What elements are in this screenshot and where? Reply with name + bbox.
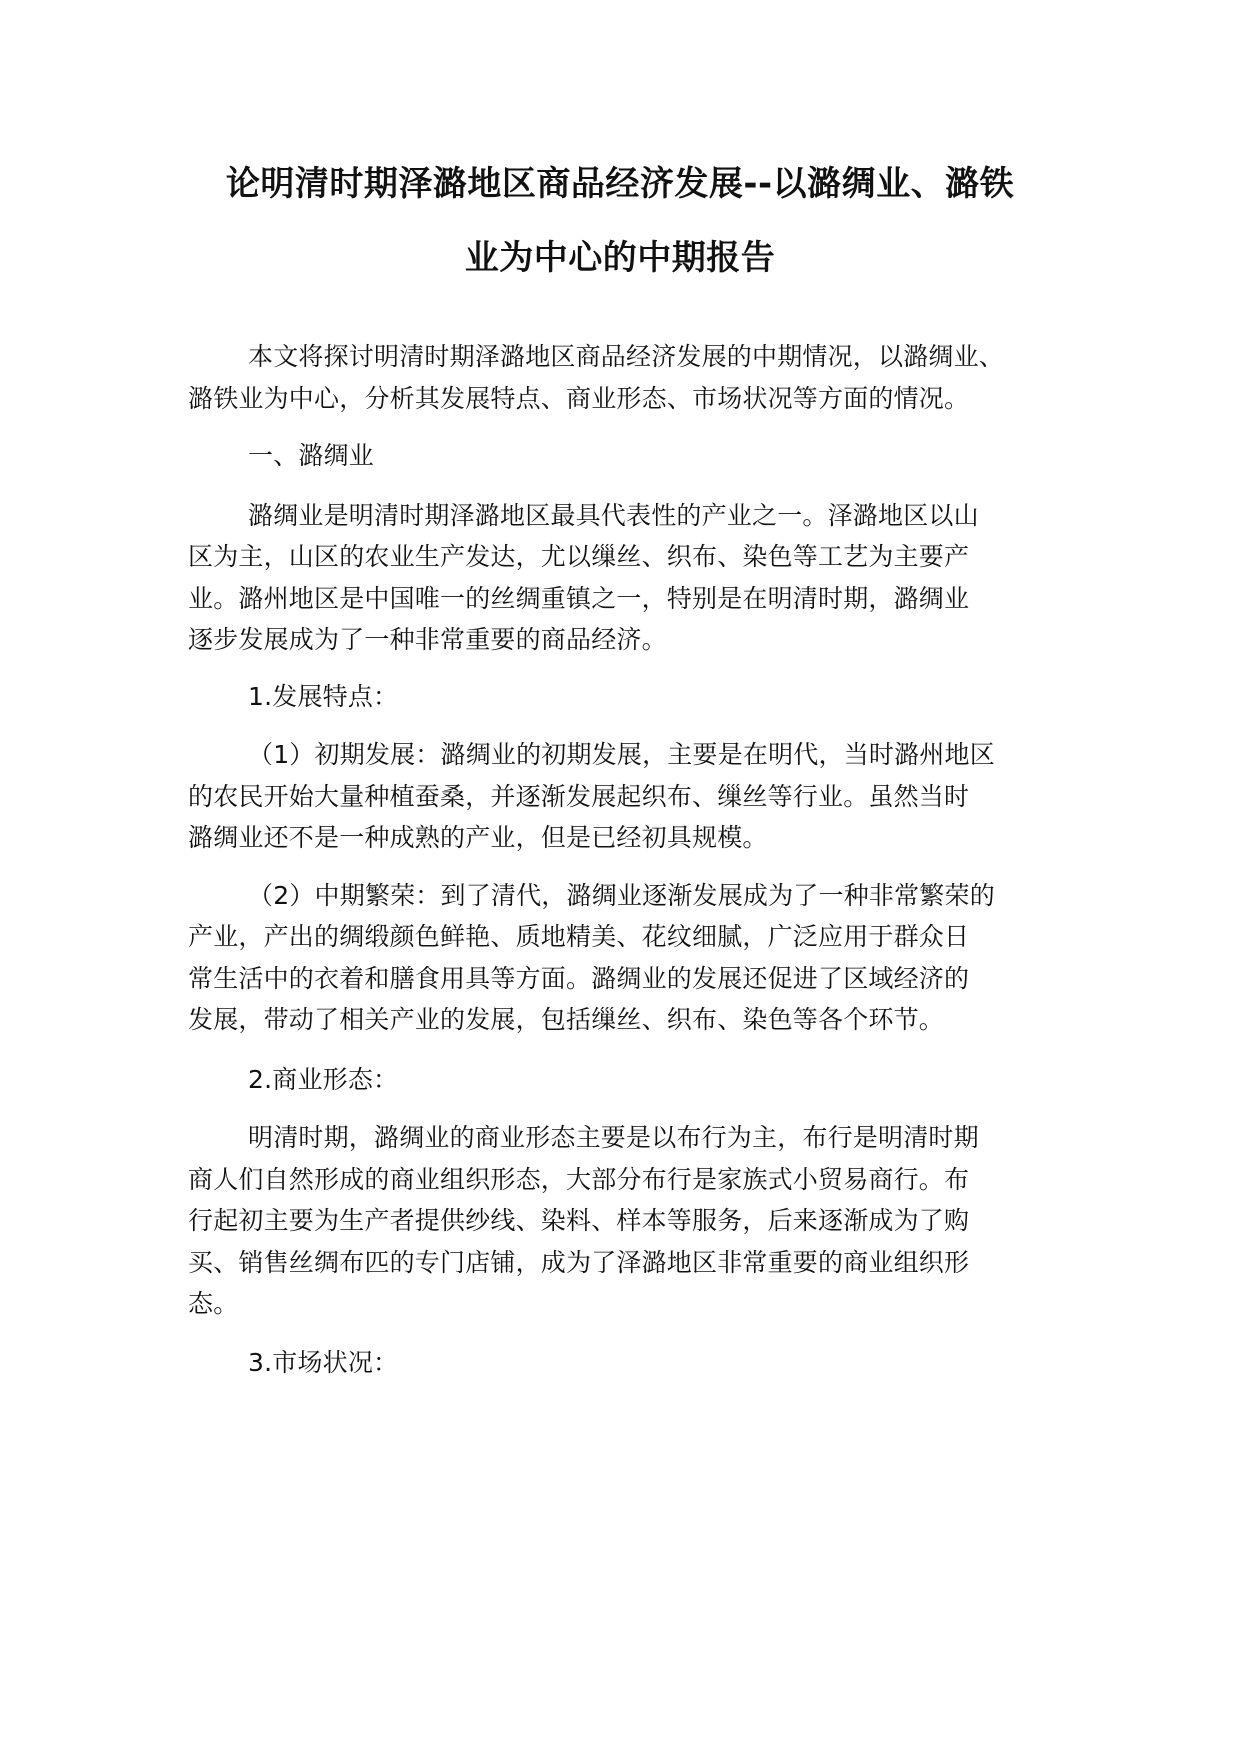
- subheading-development-features: 1.发展特点：: [248, 682, 399, 711]
- early-development-line-3: 潞绸业还不是一种成熟的产业，但是已经初具规模。: [188, 823, 768, 852]
- mid-prosperity-line-3: 常生活中的衣着和膳食用具等方面。潞绸业的发展还促进了区域经济的: [188, 964, 970, 993]
- section-heading-lu-silk: 一、潞绸业: [248, 441, 375, 470]
- business-form-line-4: 买、销售丝绸布匹的专门店铺，成为了泽潞地区非常重要的商业组织形: [188, 1248, 970, 1277]
- subheading-market-status: 3.市场状况：: [248, 1348, 399, 1377]
- intro-paragraph-line-2: 潞铁业为中心，分析其发展特点、商业形态、市场状况等方面的情况。: [188, 384, 970, 413]
- silk-paragraph-line-2: 区为主，山区的农业生产发达，尤以缫丝、织布、染色等工艺为主要产: [188, 542, 970, 571]
- mid-prosperity-line-4: 发展，带动了相关产业的发展，包括缫丝、织布、染色等各个环节。: [188, 1005, 945, 1034]
- early-development-line-1: （1）初期发展：潞绸业的初期发展，主要是在明代，当时潞州地区: [248, 740, 995, 769]
- business-form-line-3: 行起初主要为生产者提供纱线、染料、样本等服务，后来逐渐成为了购: [188, 1206, 970, 1235]
- document-title-line-2: 业为中心的中期报告: [464, 238, 776, 278]
- document-title-line-1: 论明清时期泽潞地区商品经济发展--以潞绸业、潞铁: [225, 164, 1015, 204]
- business-form-line-2: 商人们自然形成的商业组织形态，大部分布行是家族式小贸易商行。布: [188, 1165, 970, 1194]
- business-form-line-5: 态。: [188, 1289, 239, 1318]
- early-development-line-2: 的农民开始大量种植蚕桑，并逐渐发展起织布、缫丝等行业。虽然当时: [188, 782, 970, 811]
- mid-prosperity-line-1: （2）中期繁荣：到了清代，潞绸业逐渐发展成为了一种非常繁荣的: [248, 881, 995, 910]
- mid-prosperity-line-2: 产业，产出的绸缎颜色鲜艳、质地精美、花纹细腻，广泛应用于群众日: [188, 922, 970, 951]
- intro-paragraph-line-1: 本文将探讨明清时期泽潞地区商品经济发展的中期情况，以潞绸业、: [248, 342, 1005, 371]
- silk-paragraph-line-4: 逐步发展成为了一种非常重要的商品经济。: [188, 625, 667, 654]
- business-form-line-1: 明清时期，潞绸业的商业形态主要是以布行为主，布行是明清时期: [248, 1123, 979, 1152]
- silk-paragraph-line-3: 业。潞州地区是中国唯一的丝绸重镇之一，特别是在明清时期，潞绸业: [188, 584, 970, 613]
- subheading-business-form: 2.商业形态：: [248, 1065, 399, 1094]
- silk-paragraph-line-1: 潞绸业是明清时期泽潞地区最具代表性的产业之一。泽潞地区以山: [248, 501, 979, 530]
